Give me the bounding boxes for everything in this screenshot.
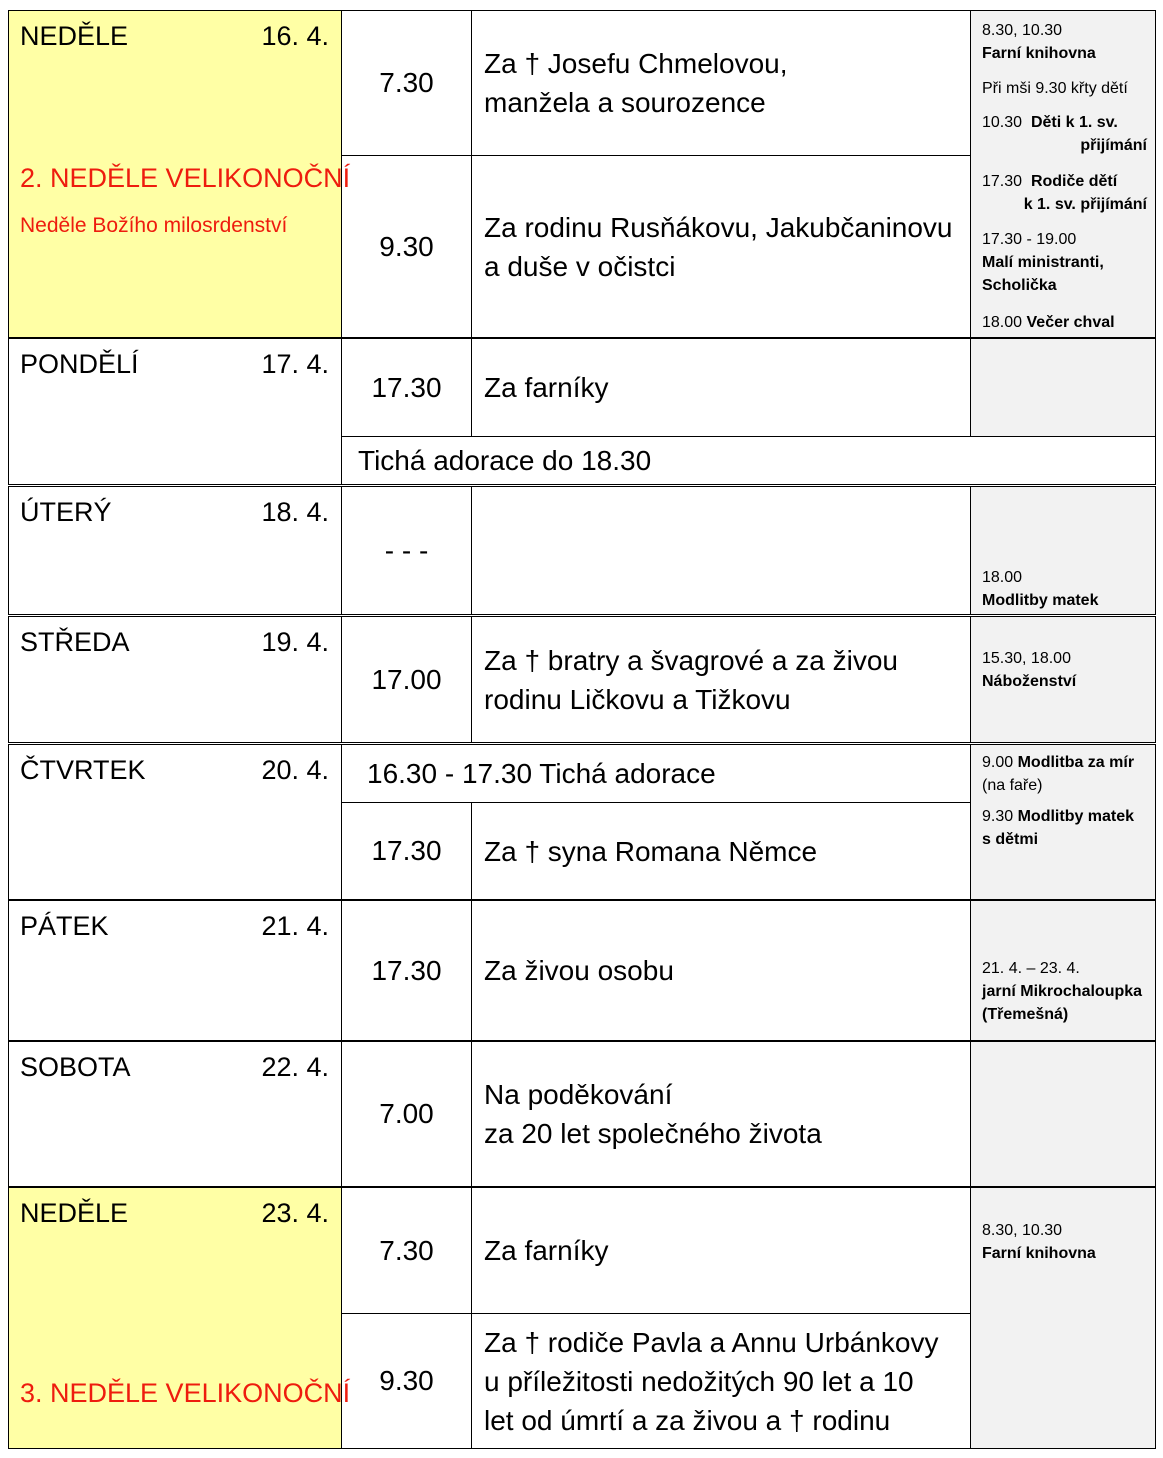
intention-line: u příležitosti nedožitých 90 let a 10	[484, 1365, 914, 1397]
intention-line: let od úmrtí a za živou a † rodinu	[484, 1404, 891, 1436]
mass-time: 17.30	[341, 802, 472, 900]
day-cell-sunday-23-4	[8, 1187, 351, 1449]
day-cell-sunday-16-4	[8, 10, 351, 338]
day-cell-tuesday	[8, 486, 342, 615]
notes-cell	[970, 1187, 1156, 1449]
mass-intention	[471, 616, 971, 743]
day-name: ČTVRTEK	[20, 755, 146, 785]
day-name: ÚTERÝ	[20, 497, 112, 527]
day-date: 18. 4.	[261, 497, 329, 527]
intention-line: rodinu Ličkovu a Tižkovu	[484, 683, 791, 715]
day-date: 19. 4.	[261, 627, 329, 657]
note: 9.30 Modlitby matek s dětmi	[982, 808, 1135, 848]
day-cell-monday	[8, 338, 342, 485]
mass-intention	[471, 1041, 971, 1187]
day-cell-saturday	[8, 1041, 342, 1187]
note: 18.00 Modlitby matek	[982, 569, 1099, 609]
intention-line: Za † bratry a švagrové a za živou	[484, 644, 898, 676]
feast-title: 2. NEDĚLE VELIKONOČNÍ	[20, 163, 351, 193]
note: 8.30, 10.30 Farní knihovna	[982, 1222, 1096, 1262]
note: 9.00 Modlitba za mír (na faře)	[982, 754, 1135, 794]
notes-cell	[970, 616, 1156, 743]
intention-line: za 20 let společného života	[484, 1118, 822, 1149]
day-name: NEDĚLE	[20, 21, 129, 51]
day-date: 17. 4.	[261, 349, 329, 379]
mass-intention	[471, 486, 971, 615]
day-date: 21. 4.	[261, 911, 329, 941]
notes-cell	[970, 744, 1156, 900]
mass-intention	[471, 900, 971, 1041]
mass-intention	[471, 10, 971, 156]
intention-line: Za † rodiče Pavla a Annu Urbánkovy	[484, 1326, 939, 1358]
note: Při mši 9.30 křty dětí	[982, 80, 1128, 97]
mass-intention	[471, 1313, 971, 1449]
notes-cell	[970, 486, 1156, 615]
mass-time: 17.00	[341, 616, 472, 743]
adoration-note: 16.30 - 17.30 Tichá adorace	[341, 744, 971, 803]
day-name: STŘEDA	[20, 627, 130, 657]
mass-time: - - -	[341, 486, 472, 615]
mass-time: 7.30	[341, 10, 472, 156]
mass-intention	[471, 802, 971, 900]
note: 8.30, 10.30 Farní knihovna	[982, 22, 1096, 62]
day-name: SOBOTA	[20, 1052, 131, 1082]
day-name: PÁTEK	[20, 911, 109, 941]
note: 15.30, 18.00 Náboženství	[982, 650, 1077, 690]
day-name: PONDĚLÍ	[20, 349, 139, 379]
notes-cell	[970, 900, 1156, 1041]
day-date: 16. 4.	[261, 21, 329, 51]
mass-intention	[471, 338, 971, 437]
feast-title: 3. NEDĚLE VELIKONOČNÍ	[20, 1378, 351, 1408]
day-name: NEDĚLE	[20, 1198, 129, 1228]
intention-line: Za farníky	[484, 1235, 609, 1266]
adoration-note: Tichá adorace do 18.30	[341, 436, 1156, 485]
day-cell-friday	[8, 900, 342, 1041]
note: 17.30 Rodiče dětí k 1. sv. přijímání	[982, 173, 1147, 213]
mass-intention	[471, 1187, 971, 1314]
note: 21. 4. – 23. 4. jarní Mikrochaloupka (Třemešná)	[982, 960, 1143, 1023]
intention-line: Za rodinu Rusňákovu, Jakubčaninovu	[484, 211, 953, 243]
day-date: 23. 4.	[261, 1198, 329, 1228]
notes-cell	[970, 10, 1156, 338]
feast-subtitle: Neděle Božího milosrdenství	[20, 214, 288, 237]
notes-cell	[970, 1041, 1156, 1187]
mass-time: 7.30	[341, 1187, 472, 1314]
intention-line: Za farníky	[484, 372, 609, 403]
intention-line: a duše v očistci	[484, 250, 676, 282]
note: 17.30 - 19.00 Malí ministranti, Scholička	[982, 231, 1104, 294]
note: 10.30 Děti k 1. sv. přijímání	[982, 114, 1147, 154]
day-cell-wednesday	[8, 616, 342, 743]
intention-line: Za † syna Romana Němce	[484, 835, 818, 867]
intention-line: Za živou osobu	[484, 955, 674, 986]
note: 18.00 Večer chval	[982, 314, 1115, 331]
day-cell-thursday	[8, 744, 342, 900]
day-date: 22. 4.	[261, 1052, 329, 1082]
intention-line: manžela a sourozence	[484, 87, 766, 118]
notes-cell	[970, 338, 1156, 437]
day-date: 20. 4.	[261, 755, 329, 785]
mass-time: 9.30	[341, 155, 472, 338]
mass-time: 9.30	[341, 1313, 472, 1449]
mass-time: 17.30	[341, 900, 472, 1041]
mass-time: 7.00	[341, 1041, 472, 1187]
intention-line: Za † Josefu Chmelovou,	[484, 48, 788, 79]
mass-time: 17.30	[341, 338, 472, 437]
intention-line: Na poděkování	[484, 1079, 673, 1110]
mass-intention	[471, 155, 971, 338]
